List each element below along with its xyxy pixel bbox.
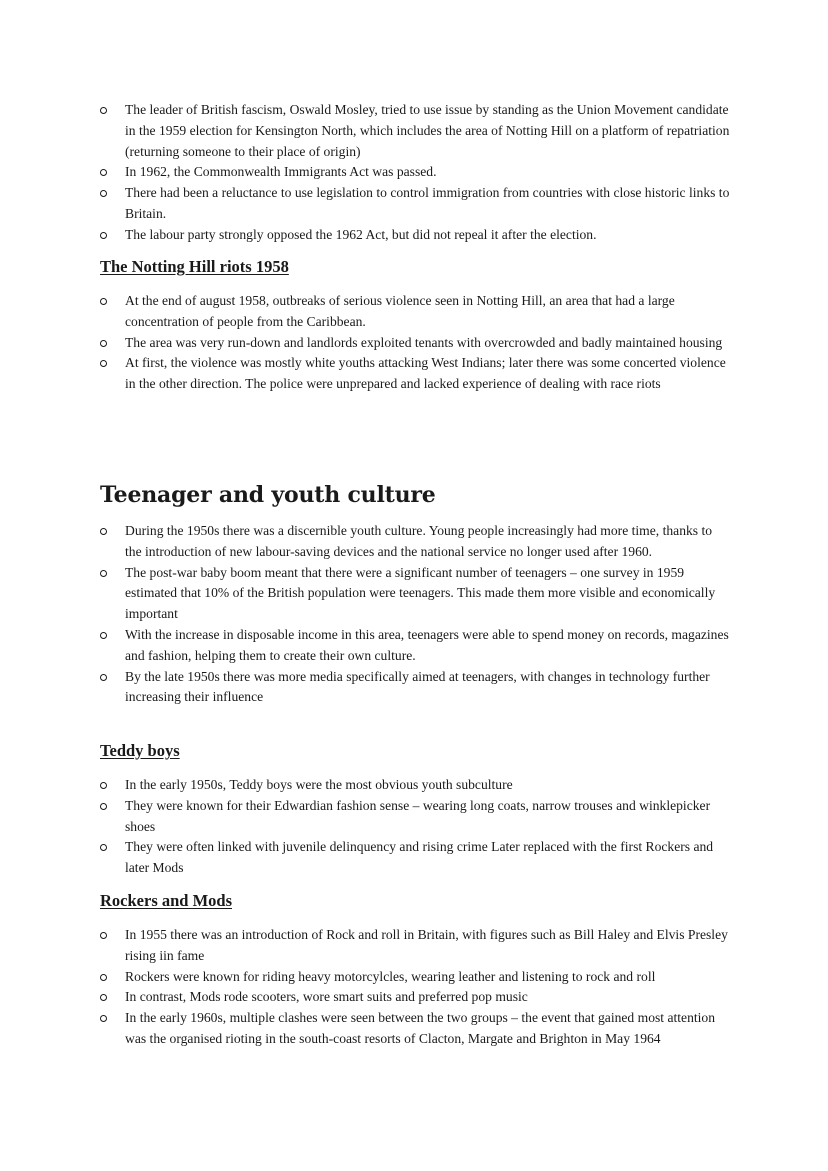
list-item-text: At the end of august 1958, outbreaks of serious violence seen in Notting Hill, an area that had a large concentration of people from the Caribbean. (125, 293, 675, 329)
list-item (100, 162, 730, 183)
list-item-text: In the early 1950s, Teddy boys were the most obvious youth subculture (125, 777, 513, 792)
list-item (100, 837, 730, 879)
list-item (100, 967, 730, 988)
list-item-text: They were often linked with juvenile delinquency and rising crime Later replaced with the first Rockers and later Mods (125, 839, 714, 876)
circle-bullet-icon (100, 107, 107, 114)
list-item-text: With the increase in disposable income in this area, teenagers were able to spend money on records, magazines and fashion, helping them to create their own culture. (125, 626, 729, 663)
circle-bullet-icon (100, 932, 107, 939)
circle-bullet-icon (100, 190, 107, 197)
list-item-text: By the late 1950s there was more media specifically aimed at teenagers, with changes in technology further increasing their influence (125, 668, 710, 705)
list-item (100, 225, 730, 246)
teenager-heading: Teenager and youth culture (100, 482, 436, 508)
list-item-text: In 1955 there was an introduction of Rock and roll in Britain, with figures such as Bill Haley and Elvis Presley rising iin fame (125, 927, 728, 963)
list-item-text: There had been a reluctance to use legislation to control immigration from countries with close historic links to Britain. (125, 185, 730, 221)
circle-bullet-icon (100, 994, 107, 1001)
list-item (100, 625, 730, 667)
list-item (100, 1008, 730, 1050)
list-item-text: In the early 1960s, multiple clashes were seen between the two groups – the event that gained most attention was the organised rioting in the south-coast resorts of Clacton, Margate and Brighton in May 1964 (125, 1010, 716, 1046)
list-item (100, 796, 730, 838)
circle-bullet-icon (100, 232, 107, 239)
list-item-text: Rockers were known for riding heavy motorcylcles, wearing leather and listening to rock and roll (125, 968, 656, 984)
rockers-mods-heading: Rockers and Mods (100, 891, 233, 910)
circle-bullet-icon (100, 803, 107, 810)
circle-bullet-icon (100, 528, 107, 535)
list-item-text: The leader of British fascism, Oswald Mosley, tried to use issue by standing as the Union Movement candidate in the 1959 election for Kensington North, which includes the area of Notting Hill on a platform of repatriation (returning someone to their place of origin) (125, 102, 730, 159)
circle-bullet-icon (100, 360, 107, 367)
teenager-list (100, 521, 730, 708)
circle-bullet-icon (100, 169, 107, 176)
list-item-text: They were known for their Edwardian fashion sense – wearing long coats, narrow trouses and winklepicker shoes (125, 797, 711, 834)
list-item (100, 987, 730, 1008)
list-item-text: At first, the violence was mostly white youths attacking West Indians; later there was some concerted violence in the other direction. The police were unprepared and lacked experience of dealing with race riots (125, 355, 726, 392)
list-item-text: In contrast, Mods rode scooters, wore smart suits and preferred pop music (125, 989, 528, 1005)
list-item-text: The labour party strongly opposed the 1962 Act, but did not repeal it after the election. (125, 226, 597, 242)
circle-bullet-icon (100, 974, 107, 981)
rockers-mods-list (100, 925, 730, 1050)
list-item (100, 521, 730, 563)
list-item-text: The area was very run-down and landlords exploited tenants with overcrowded and badly maintained housing (125, 334, 723, 350)
list-item (100, 353, 730, 395)
list-item (100, 291, 730, 333)
circle-bullet-icon (100, 674, 107, 681)
list-item (100, 667, 730, 709)
teddy-boys-heading: Teddy boys (100, 741, 180, 760)
list-item (100, 333, 730, 354)
circle-bullet-icon (100, 844, 107, 851)
circle-bullet-icon (100, 298, 107, 305)
intro-list (100, 100, 730, 246)
list-item (100, 100, 730, 162)
notting-hill-list (100, 291, 730, 395)
circle-bullet-icon (100, 632, 107, 639)
list-item-text: During the 1950s there was a discernible youth culture. Young people increasingly had more time, thanks to the introduction of new labour-saving devices and the national service no longer used after 1960. (125, 523, 713, 559)
list-item-text: In 1962, the Commonwealth Immigrants Act was passed. (125, 164, 437, 180)
list-item (100, 925, 730, 967)
circle-bullet-icon (100, 1015, 107, 1022)
circle-bullet-icon (100, 782, 107, 789)
circle-bullet-icon (100, 570, 107, 577)
notting-hill-heading: The Notting Hill riots 1958 (100, 257, 289, 276)
circle-bullet-icon (100, 340, 107, 347)
list-item-text: The post-war baby boom meant that there were a significant number of teenagers – one survey in 1959 estimated that 10% of the British population were teenagers. This made them more visible and economically important (125, 564, 716, 622)
list-item (100, 775, 730, 796)
list-item (100, 183, 730, 225)
teddy-boys-list (100, 775, 730, 879)
list-item (100, 563, 730, 625)
